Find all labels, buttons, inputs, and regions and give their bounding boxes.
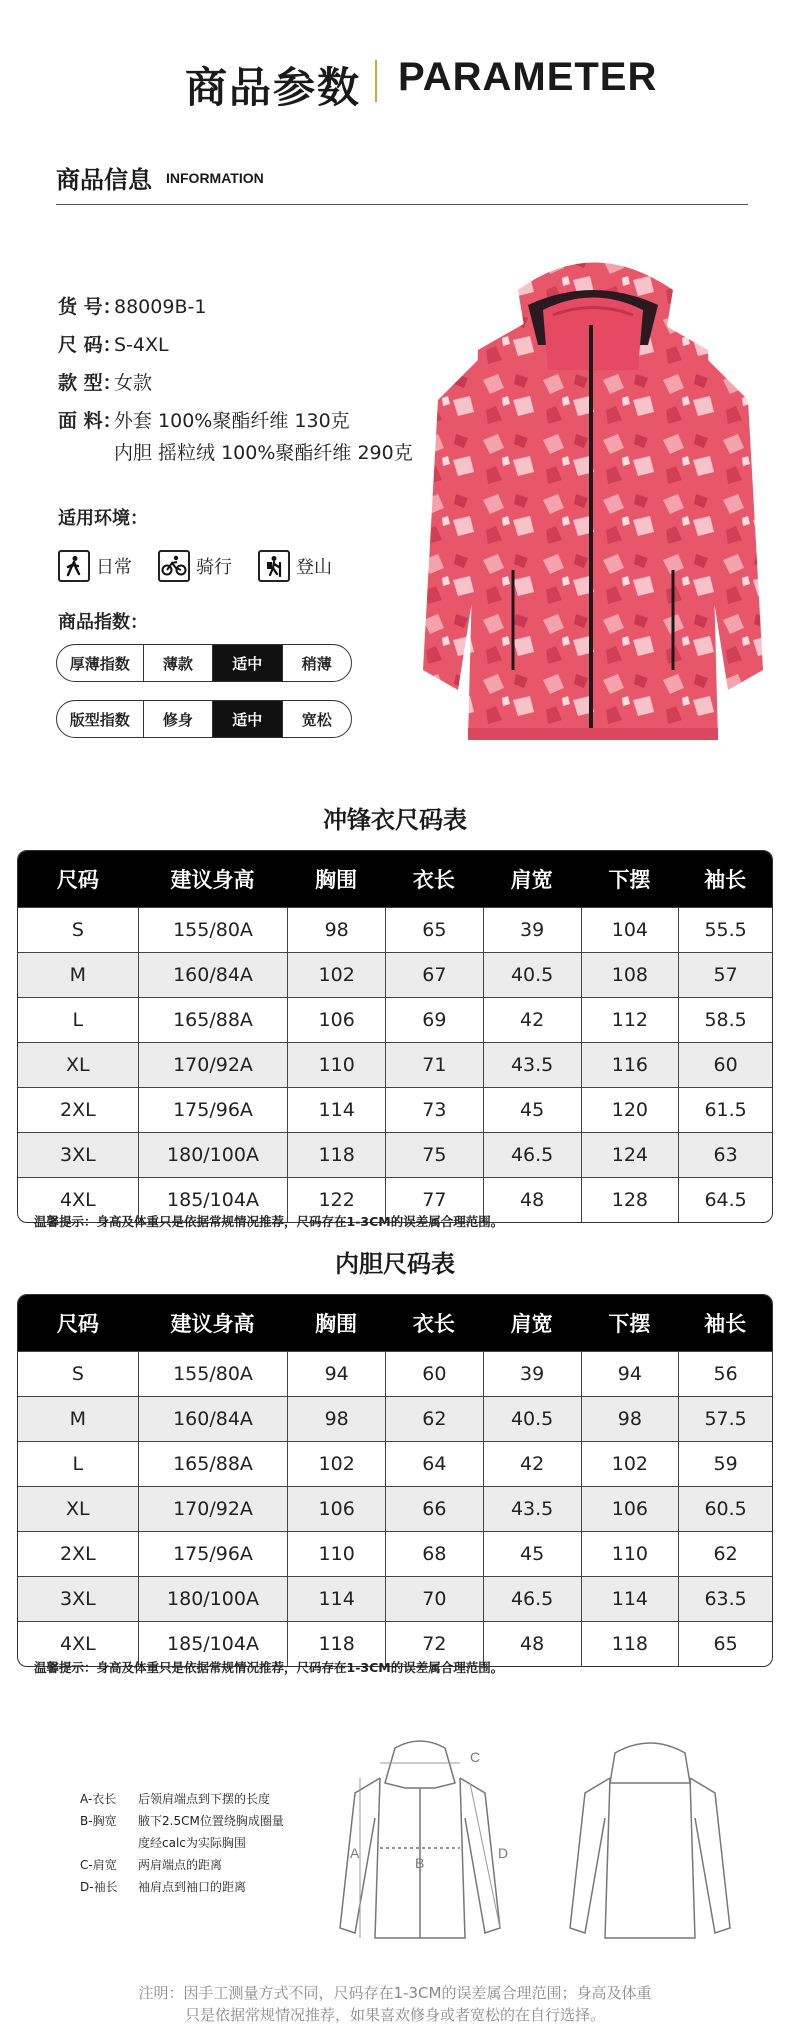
table-cell: 40.5	[483, 1397, 581, 1441]
table-header-cell: 肩宽	[510, 1312, 553, 1336]
table-cell: 62	[385, 1397, 483, 1441]
index-option: 宽松	[282, 701, 351, 737]
table-cell: 69	[385, 998, 483, 1042]
hiking-icon	[258, 550, 290, 582]
table-cell: 98	[287, 1397, 385, 1441]
spec-size: 尺 码：S-4XL	[58, 334, 169, 356]
table-cell: 58.5	[678, 998, 772, 1042]
table-cell: 98	[287, 908, 385, 952]
table-cell: 39	[483, 908, 581, 952]
table-header-cell: 胸围	[315, 1312, 358, 1336]
table-cell: 67	[385, 953, 483, 997]
table-row	[18, 1087, 772, 1132]
info-divider	[56, 204, 748, 205]
table-cell: 114	[287, 1577, 385, 1621]
table-cell: 180/100A	[138, 1133, 288, 1177]
environment-item	[58, 550, 132, 582]
table-cell: 60	[385, 1352, 483, 1396]
cycling-icon	[158, 550, 190, 582]
table-header-cell: 肩宽	[510, 868, 553, 892]
table-cell: 170/92A	[138, 1043, 288, 1087]
table-cell: 55.5	[678, 908, 772, 952]
size-note: 温馨提示：身高及体重只是依据常规情况推荐，尺码存在1-3CM的误差属合理范围。	[34, 1214, 504, 1229]
table-cell: L	[72, 1453, 84, 1475]
environment-label: 适用环境：	[58, 508, 148, 529]
spec-item-number: 货 号：88009B-1	[58, 296, 207, 318]
guide-item: A-衣长 后领肩端点到下摆的长度	[80, 1792, 271, 1806]
table-cell: 102	[287, 953, 385, 997]
table-cell: 68	[385, 1532, 483, 1576]
environment-label-cycling: 骑行	[196, 557, 232, 578]
index-option-selected: 适中	[212, 645, 281, 681]
table-cell: S	[71, 1363, 84, 1385]
table-cell: 64	[385, 1442, 483, 1486]
info-title-en: INFORMATION	[166, 170, 264, 186]
table-cell: 114	[287, 1088, 385, 1132]
jacket-size-table-title: 冲锋衣尺码表	[323, 806, 467, 834]
measurement-diagram	[320, 1738, 750, 1948]
page-title-cn: 商品参数	[185, 63, 362, 112]
table-cell: 114	[581, 1577, 679, 1621]
table-cell: 180/100A	[138, 1577, 288, 1621]
table-cell: 110	[287, 1532, 385, 1576]
table-cell: 128	[581, 1178, 679, 1222]
table-cell: 75	[385, 1133, 483, 1177]
table-cell: 165/88A	[138, 1442, 288, 1486]
table-cell: 106	[581, 1487, 679, 1531]
table-cell: 57	[678, 953, 772, 997]
table-cell: 106	[287, 1487, 385, 1531]
spec-fabric-lining: 内胆 摇粒绒 100%聚酯纤维 290克	[114, 442, 413, 464]
table-cell: 104	[581, 908, 679, 952]
table-row	[18, 1351, 772, 1396]
table-row	[18, 1531, 772, 1576]
guide-item: C-肩宽 两肩端点的距离	[80, 1858, 223, 1872]
table-cell: 3XL	[59, 1588, 96, 1610]
table-cell: 110	[581, 1532, 679, 1576]
table-cell: 43.5	[483, 1487, 581, 1531]
table-cell: M	[69, 964, 87, 986]
table-cell: 112	[581, 998, 679, 1042]
index-label: 厚薄指数	[69, 654, 130, 673]
table-header-row	[18, 1295, 772, 1351]
table-cell: 45	[483, 1088, 581, 1132]
table-cell: 60	[678, 1043, 772, 1087]
index-option-selected: 适中	[212, 701, 281, 737]
table-cell: 3XL	[59, 1144, 96, 1166]
table-header-cell: 衣长	[412, 1312, 455, 1336]
table-cell: M	[69, 1408, 87, 1430]
table-cell: 57.5	[678, 1397, 772, 1441]
table-cell: L	[72, 1009, 84, 1031]
table-cell: 48	[483, 1622, 581, 1666]
table-row	[18, 997, 772, 1042]
walking-icon	[58, 550, 90, 582]
table-row	[18, 1486, 772, 1531]
table-row	[18, 1396, 772, 1441]
table-cell: 165/88A	[138, 998, 288, 1042]
table-cell: 102	[581, 1442, 679, 1486]
table-row	[18, 1576, 772, 1621]
table-header-cell: 袖长	[704, 868, 747, 892]
table-header-cell: 建议身高	[170, 868, 255, 892]
table-cell: 63.5	[678, 1577, 772, 1621]
table-cell: 43.5	[483, 1043, 581, 1087]
environment-list	[58, 550, 348, 582]
table-header-cell: 衣长	[412, 868, 455, 892]
table-cell: 46.5	[483, 1577, 581, 1621]
table-cell: 160/84A	[138, 1397, 288, 1441]
table-cell: 170/92A	[138, 1487, 288, 1531]
table-body	[18, 1351, 772, 1666]
title-divider	[375, 60, 377, 102]
table-cell: 102	[287, 1442, 385, 1486]
table-cell: 63	[678, 1133, 772, 1177]
table-header-row	[18, 851, 772, 907]
guide-item: B-胸宽 腋下2.5CM位置绕胸成圈量	[80, 1814, 284, 1828]
table-cell: 70	[385, 1577, 483, 1621]
table-cell: 122	[287, 1178, 385, 1222]
table-cell: 42	[483, 998, 581, 1042]
jacket-size-table	[17, 850, 773, 1223]
table-header-cell: 下摆	[608, 1312, 651, 1336]
footer-line: 只是依据常规情况推荐，如果喜欢修身或者宽松的在自行选择。	[184, 2006, 605, 2024]
table-header-cell: 尺码	[56, 868, 99, 892]
table-header-cell: 袖长	[704, 1312, 747, 1336]
table-cell: 110	[287, 1043, 385, 1087]
index-option: 薄款	[143, 645, 212, 681]
indices-label: 商品指数：	[58, 612, 148, 633]
size-note: 温馨提示：身高及体重只是依据常规情况推荐，尺码存在1-3CM的误差属合理范围。	[34, 1660, 504, 1675]
table-cell: 98	[581, 1397, 679, 1441]
table-cell: 175/96A	[138, 1088, 288, 1132]
table-cell: 65	[385, 908, 483, 952]
table-row	[18, 907, 772, 952]
table-cell: 77	[385, 1178, 483, 1222]
table-cell: 60.5	[678, 1487, 772, 1531]
environment-item	[258, 550, 332, 582]
measure-label-b: B	[415, 1855, 425, 1871]
table-row	[18, 1042, 772, 1087]
table-row	[18, 1132, 772, 1177]
table-cell: 59	[678, 1442, 772, 1486]
table-cell: 42	[483, 1442, 581, 1486]
jacket-product-image	[418, 250, 768, 760]
page-title-en: PARAMETER	[398, 55, 658, 99]
info-title-cn: 商品信息	[56, 166, 152, 194]
table-cell: 120	[581, 1088, 679, 1132]
table-cell: 94	[287, 1352, 385, 1396]
index-option: 修身	[143, 701, 212, 737]
table-cell: 71	[385, 1043, 483, 1087]
table-cell: XL	[66, 1498, 90, 1520]
environment-label-hiking: 登山	[296, 557, 332, 578]
environment-label-daily: 日常	[96, 557, 132, 578]
spec-style: 款 型：女款	[58, 372, 153, 394]
table-cell: 118	[581, 1622, 679, 1666]
table-cell: 185/104A	[138, 1178, 288, 1222]
fit-index	[56, 700, 352, 738]
guide-item: D-袖长 袖肩点到袖口的距离	[80, 1880, 247, 1894]
table-cell: 66	[385, 1487, 483, 1531]
table-body	[18, 907, 772, 1222]
table-cell: 64.5	[678, 1178, 772, 1222]
table-cell: 62	[678, 1532, 772, 1576]
table-cell: 65	[678, 1622, 772, 1666]
measurement-guide-list	[80, 1788, 284, 1898]
thickness-index	[56, 644, 352, 682]
table-row	[18, 1441, 772, 1486]
guide-item: 度经calc为实际胸围	[138, 1836, 246, 1850]
table-cell: 106	[287, 998, 385, 1042]
table-header-cell: 下摆	[608, 868, 651, 892]
table-cell: 94	[581, 1352, 679, 1396]
table-cell: 108	[581, 953, 679, 997]
measure-label-d: D	[498, 1845, 509, 1861]
table-cell: 40.5	[483, 953, 581, 997]
table-cell: 116	[581, 1043, 679, 1087]
footer-note	[0, 1982, 790, 2026]
table-cell: 124	[581, 1133, 679, 1177]
footer-line: 注明：因手工测量方式不同，尺码存在1-3CM的误差属合理范围；身高及体重	[138, 1984, 652, 2002]
environment-item	[158, 550, 232, 582]
measure-label-c: C	[470, 1749, 481, 1765]
index-option: 稍薄	[282, 645, 351, 681]
table-cell: 155/80A	[138, 908, 288, 952]
table-cell: 160/84A	[138, 953, 288, 997]
index-label: 版型指数	[69, 710, 130, 729]
table-cell: 175/96A	[138, 1532, 288, 1576]
table-cell: 45	[483, 1532, 581, 1576]
table-cell: 39	[483, 1352, 581, 1396]
table-cell: 56	[678, 1352, 772, 1396]
table-cell: 4XL	[59, 1633, 96, 1655]
table-cell: 2XL	[59, 1543, 96, 1565]
table-cell: 2XL	[59, 1099, 96, 1121]
table-cell: S	[71, 919, 84, 941]
lining-size-table-title: 内胆尺码表	[335, 1250, 455, 1278]
table-header-cell: 尺码	[56, 1312, 99, 1336]
table-cell: 155/80A	[138, 1352, 288, 1396]
table-header-cell: 建议身高	[170, 1312, 255, 1336]
table-cell: 46.5	[483, 1133, 581, 1177]
table-cell: 118	[287, 1133, 385, 1177]
table-cell: XL	[66, 1054, 90, 1076]
table-cell: 72	[385, 1622, 483, 1666]
table-cell: 185/104A	[138, 1622, 288, 1666]
table-row	[18, 952, 772, 997]
table-header-cell: 胸围	[315, 868, 358, 892]
measure-label-a: A	[350, 1845, 360, 1861]
table-cell: 4XL	[59, 1189, 96, 1211]
table-cell: 48	[483, 1178, 581, 1222]
table-cell: 73	[385, 1088, 483, 1132]
spec-fabric: 面 料：外套 100%聚酯纤维 130克	[58, 410, 350, 432]
table-cell: 118	[287, 1622, 385, 1666]
table-cell: 61.5	[678, 1088, 772, 1132]
lining-size-table	[17, 1294, 773, 1667]
